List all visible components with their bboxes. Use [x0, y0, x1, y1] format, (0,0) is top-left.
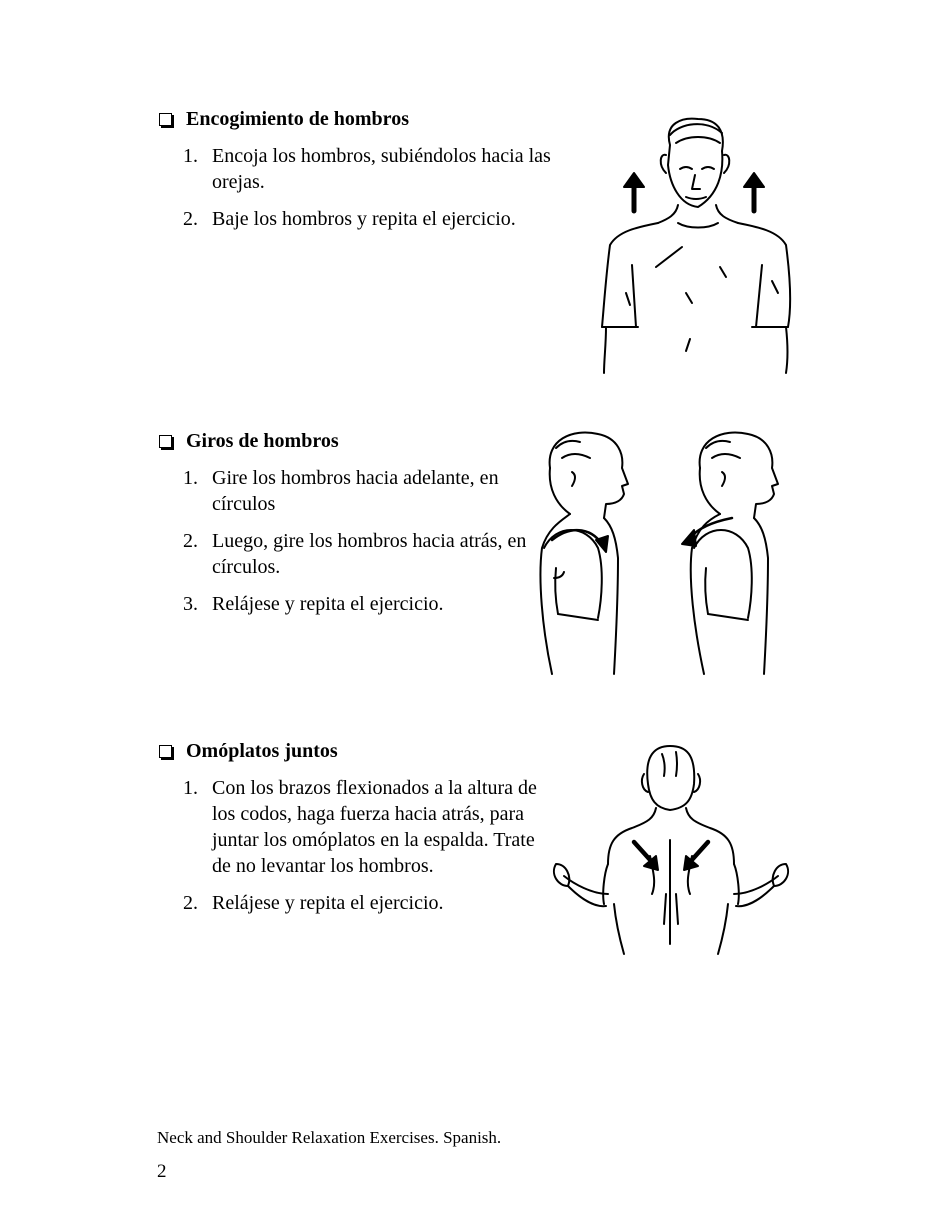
shoulder-rolls-illustration [532, 428, 792, 678]
step-item [157, 775, 552, 879]
section-shoulder-blades [157, 739, 552, 927]
step-number: 2. [183, 208, 198, 230]
step-text: Baje los hombros y repita el ejercicio. [212, 208, 516, 230]
page-number: 2 [157, 1161, 167, 1182]
shoulder-shrug-illustration [598, 115, 793, 377]
steps-list [157, 775, 552, 916]
step-number: 1. [183, 145, 198, 167]
step-number: 3. [183, 593, 198, 615]
step-text: Relájese y repita el ejercicio. [212, 593, 444, 615]
step-item [157, 591, 537, 617]
step-number: 2. [183, 892, 198, 914]
step-text: Encoja los hombros, subiéndolos hacia las orejas. [212, 145, 551, 193]
footer-text: Neck and Shoulder Relaxation Exercises. Spanish. [157, 1128, 502, 1147]
step-text: Relájese y repita el ejercicio. [212, 892, 444, 914]
section-heading [157, 429, 537, 453]
step-text: Con los brazos flexionados a la altura de los codos, haga fuerza hacia atrás, para juntar los omóplatos en la espalda. Trate de no levantar los hombros. [212, 777, 537, 877]
step-number: 2. [183, 530, 198, 552]
section-heading [157, 739, 552, 763]
shoulder-blades-illustration [552, 744, 792, 956]
section-title: Encogimiento de hombros [186, 108, 409, 130]
checkbox-icon[interactable] [159, 435, 172, 448]
section-title: Omóplatos juntos [186, 740, 338, 762]
step-item [157, 143, 587, 195]
checkbox-icon[interactable] [159, 113, 172, 126]
step-number: 1. [183, 777, 198, 799]
steps-list [157, 143, 587, 232]
step-item [157, 465, 537, 517]
step-item [157, 528, 537, 580]
step-text: Luego, gire los hombros hacia atrás, en círculos. [212, 530, 527, 578]
step-number: 1. [183, 467, 198, 489]
steps-list [157, 465, 537, 617]
step-item [157, 890, 552, 916]
section-title: Giros de hombros [186, 430, 339, 452]
section-heading [157, 107, 587, 131]
step-item [157, 206, 587, 232]
checkbox-icon[interactable] [159, 745, 172, 758]
section-shoulder-rolls [157, 429, 537, 628]
section-shoulder-shrug [157, 107, 587, 243]
step-text: Gire los hombros hacia adelante, en círculos [212, 467, 499, 515]
